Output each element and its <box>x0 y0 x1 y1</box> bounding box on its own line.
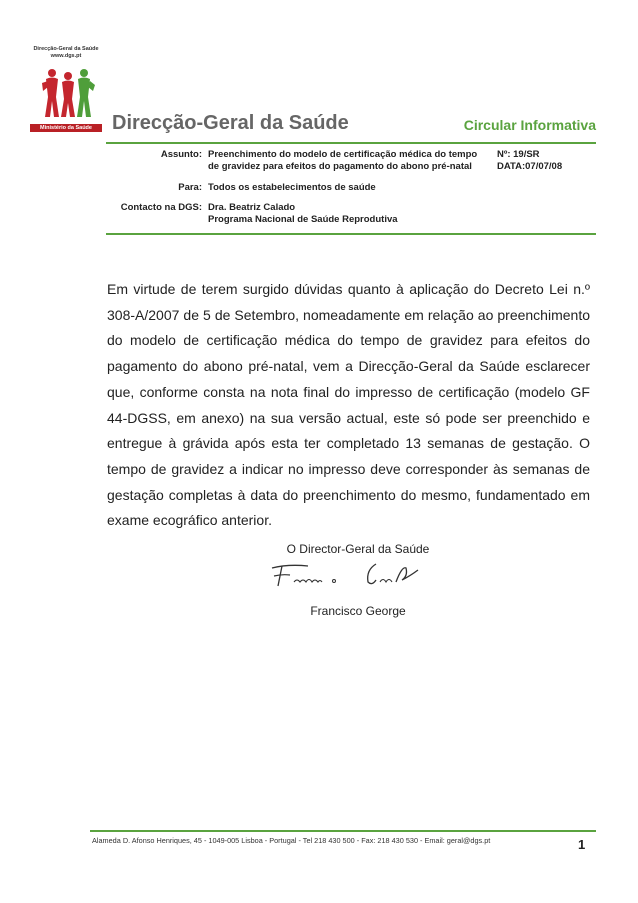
logo-website: www.dgs.pt <box>50 53 82 59</box>
handwritten-signature-icon <box>268 560 428 590</box>
para-value: Todos os estabelecimentos de saúde <box>208 182 376 193</box>
document-type: Circular Informativa <box>463 117 596 133</box>
contacto-program: Programa Nacional de Saúde Reprodutiva <box>208 214 398 225</box>
assunto-label: Assunto: <box>160 149 202 160</box>
dgs-logo-figures-icon <box>40 67 96 119</box>
footer-address: Alameda D. Afonso Henriques, 45 - 1049-005 Lisboa - Portugal - Tel 218 430 500 - Fax: 218 430 530 - Email: geral@dgs.pt <box>92 836 491 845</box>
circular-number: Nº: 19/SR <box>497 149 540 160</box>
para-label: Para: <box>178 182 202 193</box>
page-number: 1 <box>578 837 586 852</box>
body-paragraph: Em virtude de terem surgido dúvidas quanto à aplicação do Decreto Lei n.º 308-A/2007 de 5 de Setembro, nomeadamente em relação ao preenchimento do modelo de certificação médica do tempo de gravidez para efeitos do pagamento do abono pré-natal, vem a Direcção-Geral da Saúde esclarecer que, conforme consta na nota final do impresso de certificação (modelo GF 44-DGSS, em anexo) na sua versão actual, este só pode ser preenchido e entregue à grávida após esta ter completado 13 semanas de gestação. O tempo de gravidez a indicar no impresso deve corresponder às semanas de gestação completas à data do preenchimento do mesmo, fundamentado em exame ecográfico anterior. <box>107 281 590 529</box>
signature-title: O Director-Geral da Saúde <box>286 542 430 556</box>
assunto-line-2: de gravidez para efeitos do pagamento do abono pré-natal <box>208 161 472 172</box>
footer-rule <box>90 830 596 832</box>
logo-org-name: Direcção-Geral da Saúde <box>33 46 99 52</box>
signatory-name: Francisco George <box>310 604 406 618</box>
assunto-line-1: Preenchimento do modelo de certificação médica do tempo <box>208 149 478 160</box>
header-bottom-rule <box>106 233 596 235</box>
contacto-label: Contacto na DGS: <box>120 202 202 213</box>
circular-date: DATA:07/07/08 <box>497 161 563 172</box>
logo-caption-top <box>30 46 102 60</box>
logo-ministry-label: Ministério da Saúde <box>30 124 102 132</box>
page-title: Direcção-Geral da Saúde <box>112 112 349 134</box>
contacto-name: Dra. Beatriz Calado <box>208 202 296 213</box>
